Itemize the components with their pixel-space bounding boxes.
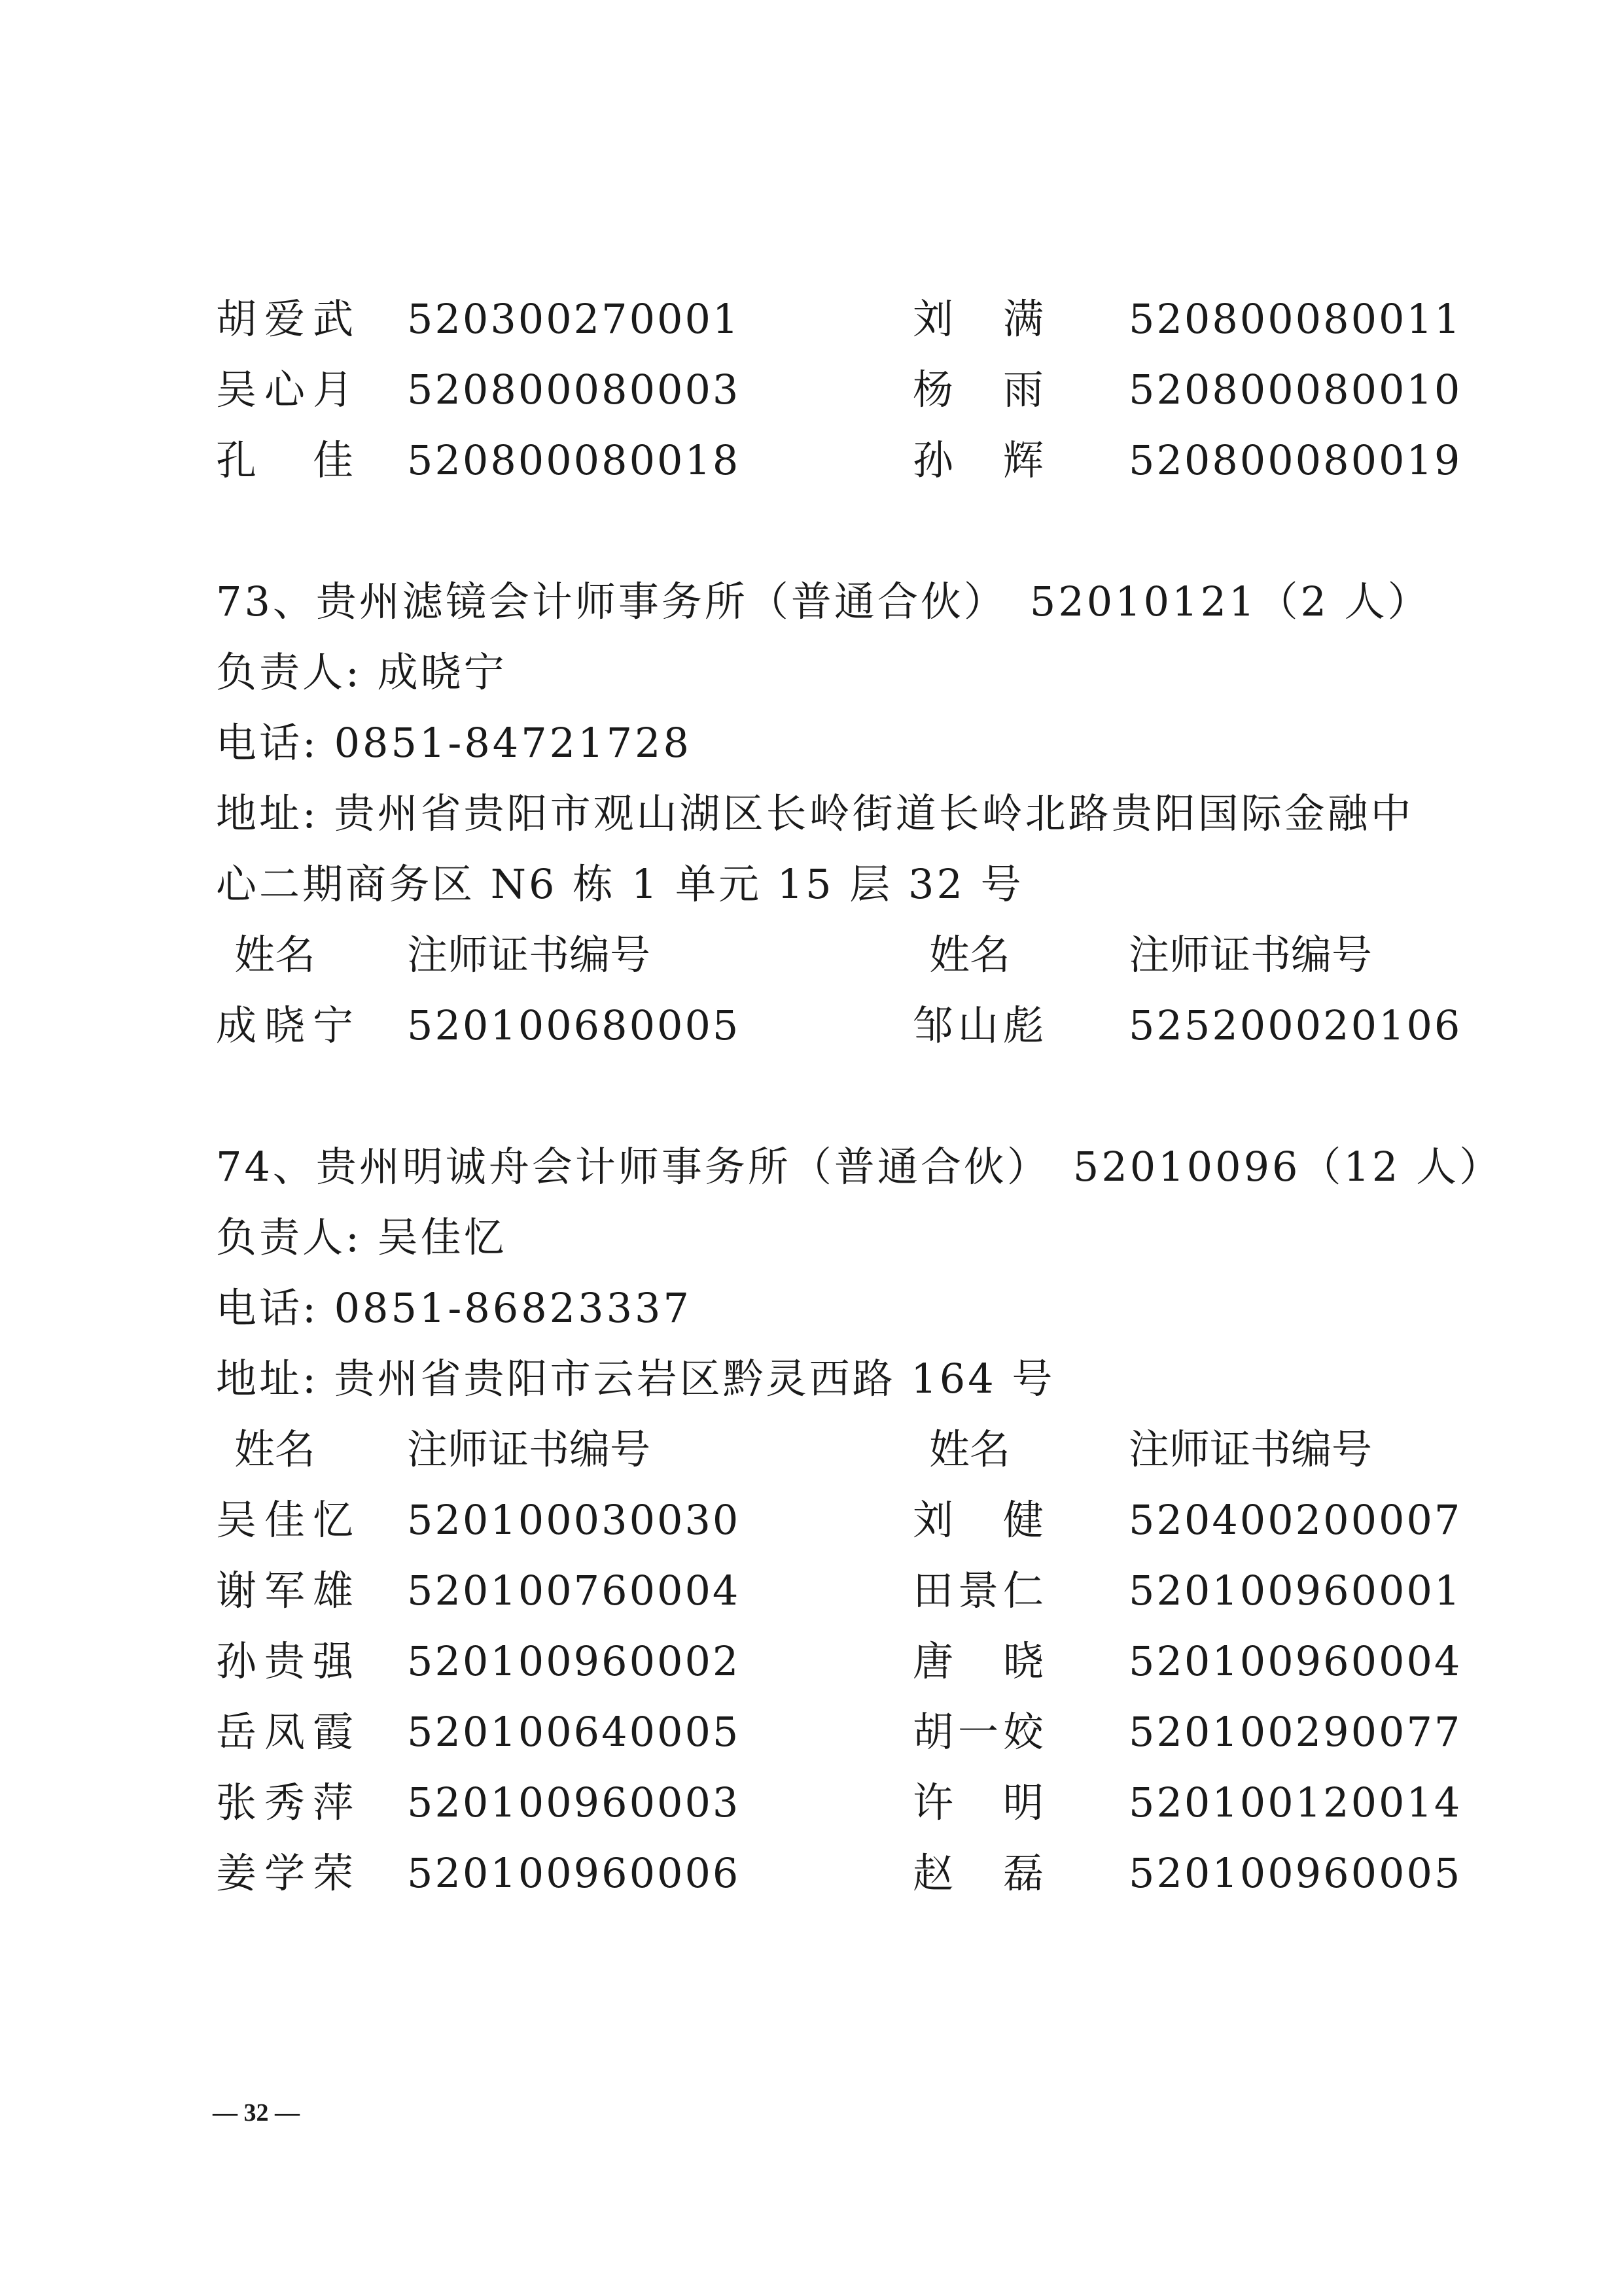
cpa-name: 杨 雨 bbox=[913, 366, 1044, 413]
cpa-number: 520100290077 bbox=[1129, 1708, 1462, 1756]
table-row bbox=[0, 1699, 1624, 1765]
cpa-number: 520100960006 bbox=[407, 1849, 741, 1897]
table-row bbox=[0, 993, 1624, 1058]
firm-head: 负责人: 吴佳忆 bbox=[216, 1213, 507, 1261]
cpa-name: 许 明 bbox=[913, 1779, 1044, 1826]
cpa-number: 520800080011 bbox=[1129, 295, 1462, 343]
cpa-name: 成晓宁 bbox=[216, 1001, 353, 1049]
cpa-number: 520100960001 bbox=[1129, 1567, 1462, 1614]
page-number: — 32 — bbox=[213, 2099, 300, 2127]
firm-address-continued: 心二期商务区 N6 栋 1 单元 15 层 32 号 bbox=[216, 860, 1024, 908]
cpa-name: 胡爱武 bbox=[216, 295, 353, 343]
cpa-name: 孙 辉 bbox=[913, 436, 1044, 484]
column-header-number: 注师证书编号 bbox=[407, 931, 651, 979]
table-row bbox=[0, 287, 1624, 352]
column-header-number: 注师证书编号 bbox=[1129, 1425, 1373, 1473]
table-row bbox=[0, 1487, 1624, 1553]
cpa-name: 谢军雄 bbox=[216, 1567, 353, 1614]
cpa-number: 520100680005 bbox=[407, 1001, 741, 1049]
table-row bbox=[0, 1841, 1624, 1906]
cpa-name: 邹山彪 bbox=[913, 1001, 1044, 1049]
cpa-number: 520100960003 bbox=[407, 1779, 741, 1826]
cpa-name: 孙贵强 bbox=[216, 1637, 353, 1685]
firm-address: 地址: 贵州省贵阳市云岩区黔灵西路 164 号 bbox=[216, 1355, 1055, 1402]
firm-head: 负责人: 成晓宁 bbox=[216, 648, 507, 696]
cpa-number: 525200020106 bbox=[1129, 1001, 1462, 1049]
cpa-number: 520800080010 bbox=[1129, 366, 1462, 413]
firm-phone: 电话: 0851-84721728 bbox=[216, 719, 692, 767]
cpa-name: 岳凤霞 bbox=[216, 1708, 353, 1756]
column-header-number: 注师证书编号 bbox=[407, 1425, 651, 1473]
cpa-number: 520100640005 bbox=[407, 1708, 741, 1756]
table-row bbox=[0, 428, 1624, 493]
cpa-name: 唐 晓 bbox=[913, 1637, 1044, 1685]
firm-phone: 电话: 0851-86823337 bbox=[216, 1284, 692, 1332]
column-header-name: 姓名 bbox=[234, 931, 316, 979]
cpa-number: 520800080018 bbox=[407, 436, 741, 484]
cpa-name: 张秀萍 bbox=[216, 1779, 353, 1826]
firm-title: 74、贵州明诚舟会计师事务所（普通合伙） 52010096（12 人） bbox=[216, 1143, 1503, 1191]
cpa-number: 520100960005 bbox=[1129, 1849, 1462, 1897]
cpa-number: 520800080019 bbox=[1129, 436, 1462, 484]
cpa-name: 吴心月 bbox=[216, 366, 353, 413]
cpa-name: 孔 佳 bbox=[216, 436, 353, 484]
table-row bbox=[0, 1558, 1624, 1624]
cpa-name: 刘 满 bbox=[913, 295, 1044, 343]
column-header-name: 姓名 bbox=[234, 1425, 316, 1473]
cpa-name: 赵 磊 bbox=[913, 1849, 1044, 1897]
cpa-number: 520100030030 bbox=[407, 1496, 741, 1544]
table-header bbox=[0, 1417, 1624, 1482]
cpa-number: 520100960004 bbox=[1129, 1637, 1462, 1685]
column-header-name: 姓名 bbox=[929, 931, 1011, 979]
cpa-name: 刘 健 bbox=[913, 1496, 1044, 1544]
cpa-name: 吴佳忆 bbox=[216, 1496, 353, 1544]
cpa-number: 520300270001 bbox=[407, 295, 741, 343]
cpa-number: 520100120014 bbox=[1129, 1779, 1462, 1826]
cpa-number: 520800080003 bbox=[407, 366, 741, 413]
cpa-name: 姜学荣 bbox=[216, 1849, 353, 1897]
table-row bbox=[0, 357, 1624, 423]
cpa-number: 520100960002 bbox=[407, 1637, 741, 1685]
column-header-name: 姓名 bbox=[929, 1425, 1011, 1473]
cpa-name: 田景仁 bbox=[913, 1567, 1044, 1614]
table-header bbox=[0, 922, 1624, 988]
firm-title: 73、贵州滤镜会计师事务所（普通合伙） 52010121（2 人） bbox=[216, 578, 1431, 625]
table-row bbox=[0, 1770, 1624, 1835]
cpa-name: 胡一姣 bbox=[913, 1708, 1044, 1756]
firm-address: 地址: 贵州省贵阳市观山湖区长岭街道长岭北路贵阳国际金融中 bbox=[216, 790, 1414, 837]
cpa-number: 520400200007 bbox=[1129, 1496, 1462, 1544]
cpa-number: 520100760004 bbox=[407, 1567, 741, 1614]
column-header-number: 注师证书编号 bbox=[1129, 931, 1373, 979]
table-row bbox=[0, 1629, 1624, 1694]
